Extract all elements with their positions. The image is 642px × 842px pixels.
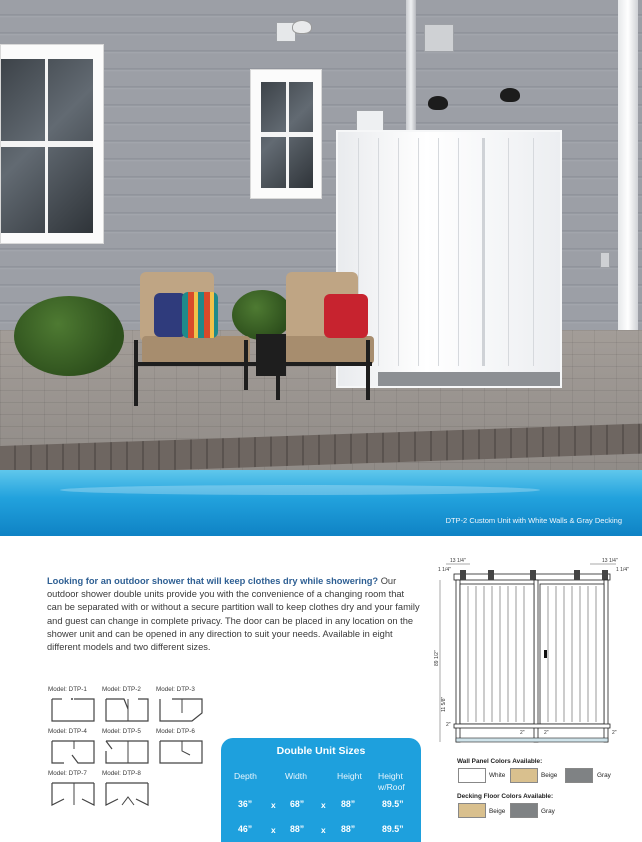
floorplan-icon [158,695,204,725]
dim-lower: 11 5/8" [441,696,447,712]
wall-colors-heading: Wall Panel Colors Available: [457,758,543,765]
floorplan-icon [158,737,204,767]
floorplan-icon [104,695,150,725]
patio-chair-left [134,270,260,410]
pool-water [0,470,642,536]
spot-light-1 [428,96,448,110]
pillow-striped [182,292,218,338]
model-dtp-2: Model: DTP-2 [102,686,154,730]
floorplan-icon [104,737,150,767]
dim-gap-mid: 2" [520,730,525,736]
header-depth: Depth [234,771,257,781]
dim-gap-mid2: 2" [544,730,549,736]
dim-top-right: 13 1/4" [602,558,618,564]
side-table [256,334,286,376]
house-window-right [250,69,322,199]
house-window-left [0,44,104,244]
model-dtp-1: Model: DTP-1 [48,686,100,730]
model-dtp-4: Model: DTP-4 [48,728,100,772]
swatch-white-label: White [489,772,506,779]
floorplan-icon [50,695,96,725]
swatch-floor-gray [510,803,538,818]
row1-height: 88” [341,799,356,809]
shrub-left [14,296,124,376]
header-width: Width [285,771,307,781]
shower-door [482,138,485,366]
header-height-roof: Height w/Roof [378,771,405,792]
row1-x2: x [321,800,326,810]
row1-width: 68” [290,799,305,809]
intro-lead: Looking for an outdoor shower that will keep clothes dry while showering? [47,576,379,586]
row1-x1: x [271,800,276,810]
model-dtp-3: Model: DTP-3 [156,686,208,730]
swatch-floor-beige [458,803,486,818]
row2-height-roof: 89.5” [382,824,404,834]
swatch-gray [565,768,593,783]
intro-paragraph [47,575,421,654]
shower-decking [378,372,560,386]
photo-caption: DTP-2 Custom Unit with White Walls & Gray Decking [445,516,622,525]
row1-depth: 36” [238,799,253,809]
floorplan-icon [50,779,96,809]
floorplan-icon [104,779,150,809]
door-handle-icon [544,650,547,658]
elevation-drawing [426,556,636,751]
outlet [600,252,610,268]
swatch-white [458,768,486,783]
swatch-beige-label: Beige [541,772,558,779]
model-dtp-6: Model: DTP-6 [156,728,208,772]
model-dtp-7: Model: DTP-7 [48,770,100,814]
wall-vent [424,24,454,52]
floor-colors-heading: Decking Floor Colors Available: [457,793,554,800]
house-trim [618,0,638,360]
flood-light [292,20,312,34]
sizes-title: Double Unit Sizes [276,745,366,757]
row2-x2: x [321,825,326,835]
row2-width: 88” [290,824,305,834]
dim-gap-right: 2" [612,730,617,736]
dim-height: 89 1/2" [434,650,440,666]
floorplan-icon [50,737,96,767]
swatch-beige [510,768,538,783]
spot-light-2 [500,88,520,102]
dim-top-left-small: 1 1/4" [438,567,451,573]
header-height: Height [337,771,362,781]
double-unit-sizes-table [221,738,421,842]
dim-gap-left: 2" [446,722,451,728]
swatch-floor-gray-label: Gray [541,808,555,815]
intro-body: Our outdoor shower double units provide you with the convenience of a changing room that can be separated with or without a secure partition wall to keep clothes dry and your family and guest can change in complete privacy. The door can be placed in any location on the shower unit and can be opened in any direction to suit your needs. Available in eight different models and two different sizes. [47,576,420,653]
dim-top-left: 13 1/4" [450,558,466,564]
row1-height-roof: 89.5” [382,799,404,809]
swatch-floor-beige-label: Beige [489,808,506,815]
row2-depth: 46” [238,824,253,834]
dim-top-right-small: 1 1/4" [616,567,629,573]
row2-x1: x [271,825,276,835]
model-dtp-8: Model: DTP-8 [102,770,154,814]
swatch-gray-label: Gray [597,772,611,779]
row2-height: 88” [341,824,356,834]
model-dtp-5: Model: DTP-5 [102,728,154,772]
pillow-red [324,294,368,338]
